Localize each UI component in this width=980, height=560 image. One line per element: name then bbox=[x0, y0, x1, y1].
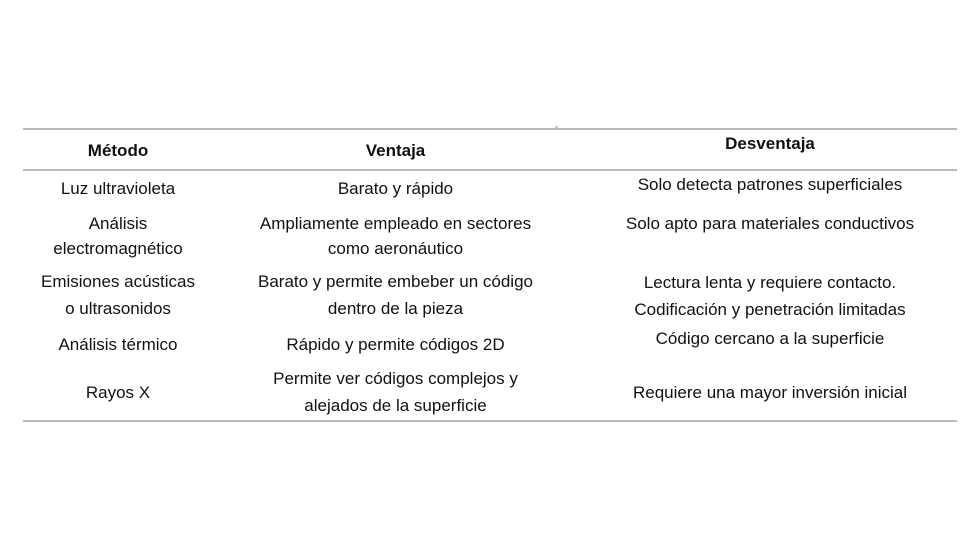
row2-metodo-line2: electromagnético bbox=[53, 239, 183, 258]
table-top-rule bbox=[23, 128, 957, 130]
row5-desventaja: Requiere una mayor inversión inicial bbox=[632, 383, 908, 402]
row5-metodo: Rayos X bbox=[85, 383, 151, 402]
header-ventaja: Ventaja bbox=[365, 141, 426, 160]
row3-ventaja-line1: Barato y permite embeber un código bbox=[258, 272, 533, 291]
row2-desventaja: Solo apto para materiales conductivos bbox=[625, 214, 915, 233]
row5-ventaja-line2: alejados de la superficie bbox=[304, 396, 487, 415]
row1-desventaja: Solo detecta patrones superficiales bbox=[637, 175, 903, 194]
row3-desventaja-line2: Codificación y penetración limitadas bbox=[634, 300, 906, 319]
header-metodo: Método bbox=[87, 141, 149, 160]
row3-ventaja-line2: dentro de la pieza bbox=[327, 299, 464, 318]
row4-metodo: Análisis térmico bbox=[58, 335, 178, 354]
row3-metodo-line2: o ultrasonidos bbox=[65, 299, 171, 318]
header-desventaja: Desventaja bbox=[725, 134, 815, 153]
row1-ventaja: Barato y rápido bbox=[337, 179, 454, 198]
row3-metodo-line1: Emisiones acústicas bbox=[40, 272, 195, 291]
row2-ventaja-line2: como aeronáutico bbox=[327, 239, 464, 258]
row5-ventaja-line1: Permite ver códigos complejos y bbox=[273, 369, 518, 388]
row1-metodo: Luz ultravioleta bbox=[60, 179, 176, 198]
tick-mark bbox=[555, 126, 558, 128]
row2-metodo-line1: Análisis bbox=[88, 214, 148, 233]
row4-ventaja: Rápido y permite códigos 2D bbox=[286, 335, 505, 354]
table-bottom-rule bbox=[23, 420, 957, 422]
row3-desventaja-line1: Lectura lenta y requiere contacto. bbox=[643, 273, 897, 292]
header-bottom-rule bbox=[23, 169, 957, 171]
row2-ventaja-line1: Ampliamente empleado en sectores bbox=[259, 214, 532, 233]
row4-desventaja: Código cercano a la superficie bbox=[655, 329, 885, 348]
